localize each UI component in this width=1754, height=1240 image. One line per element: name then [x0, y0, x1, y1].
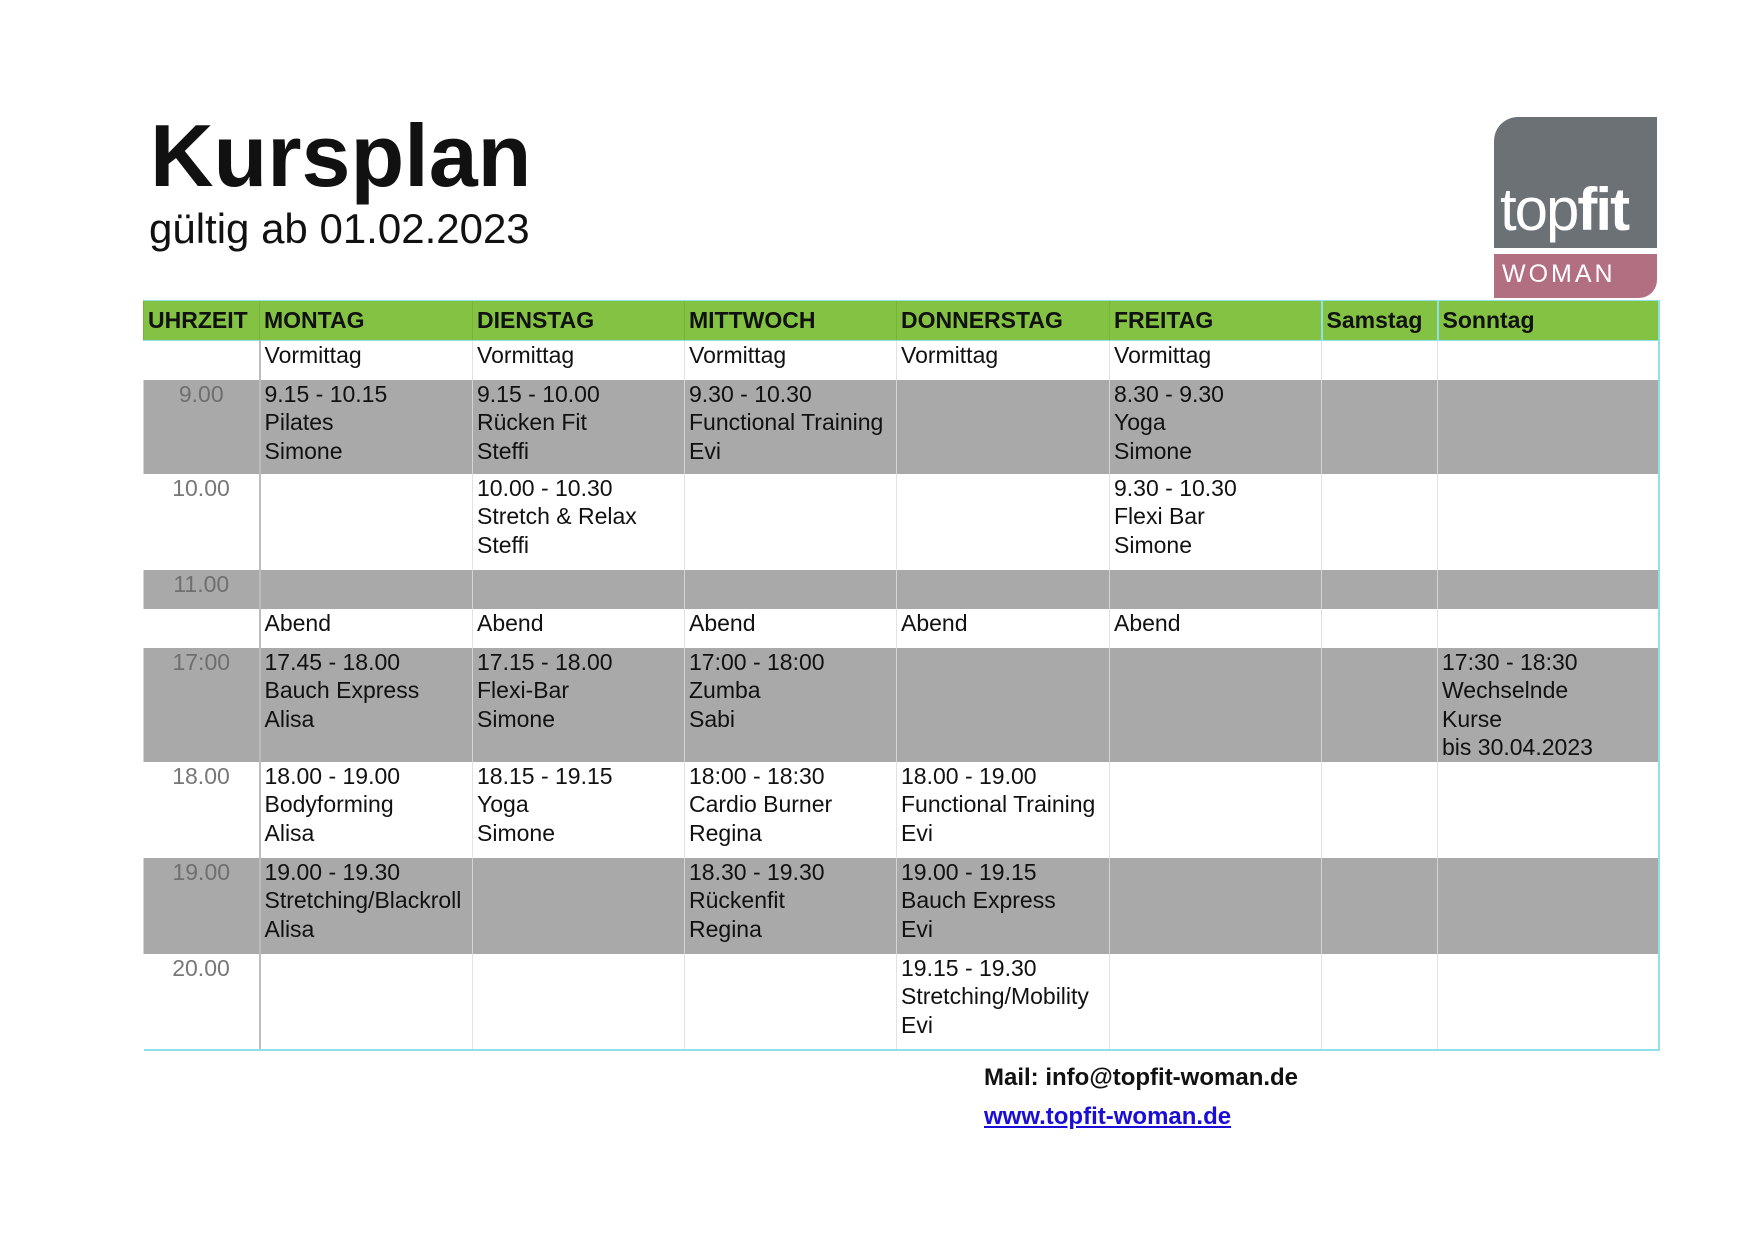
- course-cell: [1438, 570, 1659, 609]
- time-cell: 17:00: [144, 648, 260, 762]
- course-cell: [1438, 762, 1659, 858]
- column-header: MONTAG: [260, 301, 473, 341]
- column-header: DIENSTAG: [473, 301, 685, 341]
- course-cell: [1110, 762, 1322, 858]
- course-cell: [1322, 570, 1438, 609]
- course-line: Simone: [1114, 531, 1192, 558]
- course-line: Evi: [901, 819, 933, 846]
- course-line: 18.00 - 19.00: [264, 762, 401, 789]
- course-line: Vormittag: [477, 342, 575, 368]
- course-cell: [1322, 474, 1438, 570]
- column-header: Sonntag: [1438, 301, 1659, 341]
- course-line: bis 30.04.2023: [1442, 734, 1593, 760]
- website-link[interactable]: www.topfit-woman.de: [984, 1103, 1232, 1130]
- course-line: Evi: [901, 1011, 933, 1038]
- schedule-body: [144, 341, 1659, 1050]
- course-line: 17.45 - 18.00: [264, 648, 401, 675]
- course-cell: [260, 954, 473, 1050]
- course-cell: [473, 380, 685, 474]
- course-cell: [473, 474, 685, 570]
- valid-from-subtitle: gültig ab 01.02.2023: [149, 205, 530, 252]
- table-row: [144, 762, 1659, 858]
- course-cell: [685, 609, 897, 648]
- course-line: Evi: [901, 915, 933, 942]
- course-line: Cardio Burner: [689, 791, 833, 817]
- course-line: 8.30 - 9.30: [1114, 380, 1224, 407]
- table-row: [144, 570, 1659, 609]
- course-line: Zumba: [689, 677, 761, 703]
- course-line: Pilates: [264, 409, 334, 435]
- table-row: [144, 380, 1659, 474]
- time-cell: 18.00: [144, 762, 260, 858]
- course-line: Vormittag: [264, 342, 362, 368]
- time-cell: 19.00: [144, 858, 260, 954]
- time-cell: 9.00: [144, 380, 260, 474]
- course-cell: [685, 570, 897, 609]
- course-line: Abend: [1114, 609, 1181, 636]
- course-line: 17.15 - 18.00: [477, 648, 613, 675]
- course-cell: [260, 762, 473, 858]
- course-line: Abend: [264, 609, 332, 636]
- logo-bottom-panel: [1494, 254, 1657, 298]
- course-cell: [685, 648, 897, 762]
- logo-top-panel: [1494, 117, 1657, 248]
- course-cell: [473, 954, 685, 1050]
- course-line: Flexi-Bar: [477, 677, 570, 703]
- course-cell: [1322, 609, 1438, 648]
- column-header: DONNERSTAG: [897, 301, 1110, 341]
- course-line: Bauch Express: [264, 677, 420, 703]
- time-cell: [144, 609, 260, 648]
- course-line: Abend: [901, 609, 968, 636]
- course-line: 9.30 - 10.30: [1114, 474, 1237, 501]
- course-line: 18.00 - 19.00: [901, 762, 1037, 789]
- column-header: UHRZEIT: [144, 301, 260, 341]
- course-line: 9.15 - 10.00: [477, 380, 600, 407]
- course-line: 19.00 - 19.30: [264, 858, 401, 885]
- course-line: Sabi: [689, 705, 736, 732]
- course-cell: [897, 648, 1110, 762]
- course-cell: [1322, 762, 1438, 858]
- time-cell: 10.00: [144, 474, 260, 570]
- table-row: [144, 954, 1659, 1050]
- course-line: Regina: [689, 915, 762, 942]
- table-row: [144, 341, 1659, 380]
- course-line: 19.15 - 19.30: [901, 954, 1037, 981]
- table-row: [144, 609, 1659, 648]
- course-line: 19.00 - 19.15: [901, 858, 1037, 885]
- course-cell: [260, 380, 473, 474]
- course-cell: [1438, 858, 1659, 954]
- course-cell: [473, 858, 685, 954]
- course-cell: [685, 954, 897, 1050]
- course-line: Vormittag: [1114, 342, 1212, 368]
- course-cell: [260, 609, 473, 648]
- course-cell: [685, 341, 897, 380]
- course-line: Functional Training: [689, 409, 884, 435]
- course-line: Functional Training: [901, 791, 1096, 817]
- course-line: Rücken Fit: [477, 409, 587, 435]
- course-line: Abend: [477, 609, 544, 636]
- course-cell: [260, 858, 473, 954]
- course-cell: [1110, 954, 1322, 1050]
- course-line: Regina: [689, 819, 762, 846]
- table-row: [144, 474, 1659, 570]
- course-line: 17:30 - 18:30: [1442, 648, 1578, 675]
- table-row: [144, 858, 1659, 954]
- course-cell: [1438, 954, 1659, 1050]
- course-cell: [897, 858, 1110, 954]
- course-cell: [1438, 341, 1659, 380]
- course-cell: [897, 609, 1110, 648]
- course-cell: [897, 570, 1110, 609]
- course-line: Simone: [477, 819, 555, 846]
- column-header: Samstag: [1322, 301, 1438, 341]
- course-cell: [1438, 380, 1659, 474]
- course-cell: [685, 474, 897, 570]
- course-cell: [260, 648, 473, 762]
- logo-brand: [1500, 176, 1629, 243]
- schedule-table: [143, 300, 1660, 1051]
- logo-brand-bold: fit: [1577, 176, 1629, 243]
- course-cell: [685, 380, 897, 474]
- course-cell: [1322, 380, 1438, 474]
- course-cell: [473, 570, 685, 609]
- course-cell: [260, 341, 473, 380]
- mail-contact: Mail: info@topfit-woman.de: [984, 1064, 1299, 1091]
- course-cell: [1322, 648, 1438, 762]
- logo-sub: WOMAN: [1502, 260, 1616, 288]
- topfit-woman-logo: [1494, 117, 1657, 298]
- course-line: Abend: [689, 609, 756, 636]
- course-line: Steffi: [477, 437, 529, 464]
- course-cell: [1110, 380, 1322, 474]
- course-line: Simone: [1114, 437, 1192, 464]
- course-line: Steffi: [477, 531, 529, 558]
- course-cell: [897, 954, 1110, 1050]
- course-cell: [473, 341, 685, 380]
- course-cell: [1322, 341, 1438, 380]
- course-line: Stretching/Mobility: [901, 983, 1089, 1009]
- course-line: Flexi Bar: [1114, 503, 1205, 529]
- course-line: 18.15 - 19.15: [477, 762, 613, 789]
- course-line: Stretching/Blackroll: [264, 887, 462, 913]
- time-cell: 20.00: [144, 954, 260, 1050]
- course-cell: [473, 648, 685, 762]
- course-line: 17:00 - 18:00: [689, 648, 825, 675]
- course-cell: [1438, 474, 1659, 570]
- course-line: 18.30 - 19.30: [689, 858, 825, 885]
- course-cell: [897, 762, 1110, 858]
- course-line: Kurse: [1442, 705, 1503, 732]
- course-line: Yoga: [477, 791, 529, 817]
- column-header: FREITAG: [1110, 301, 1322, 341]
- course-line: Stretch & Relax: [477, 503, 637, 529]
- course-cell: [1322, 858, 1438, 954]
- course-line: Wechselnde: [1442, 677, 1569, 703]
- course-line: 18:00 - 18:30: [689, 762, 825, 789]
- course-cell: [1438, 648, 1659, 762]
- course-line: Vormittag: [689, 342, 787, 368]
- course-cell: [1110, 474, 1322, 570]
- course-cell: [1322, 954, 1438, 1050]
- course-cell: [1110, 341, 1322, 380]
- course-cell: [897, 474, 1110, 570]
- course-line: Bodyforming: [264, 791, 394, 817]
- table-row: [144, 648, 1659, 762]
- logo-brand-light: top: [1500, 176, 1578, 243]
- page-title: Kursplan: [150, 106, 532, 205]
- course-line: Yoga: [1114, 409, 1166, 435]
- course-cell: [1110, 648, 1322, 762]
- course-cell: [260, 570, 473, 609]
- course-cell: [897, 341, 1110, 380]
- column-header: MITTWOCH: [685, 301, 897, 341]
- course-line: 9.30 - 10.30: [689, 380, 812, 407]
- course-cell: [685, 762, 897, 858]
- course-cell: [1438, 609, 1659, 648]
- table-header-row: [144, 301, 1659, 341]
- course-cell: [897, 380, 1110, 474]
- course-line: Simone: [264, 437, 343, 464]
- course-line: 9.15 - 10.15: [264, 380, 388, 407]
- course-line: Bauch Express: [901, 887, 1056, 913]
- time-cell: [144, 341, 260, 380]
- time-cell: 11.00: [144, 570, 260, 609]
- course-cell: [473, 762, 685, 858]
- course-line: Alisa: [264, 819, 315, 846]
- course-line: Rückenfit: [689, 887, 785, 913]
- course-line: Evi: [689, 437, 721, 464]
- course-line: Vormittag: [901, 342, 999, 368]
- course-cell: [473, 609, 685, 648]
- course-cell: [1110, 609, 1322, 648]
- course-cell: [1110, 858, 1322, 954]
- course-line: Alisa: [264, 915, 315, 942]
- course-line: Simone: [477, 705, 555, 732]
- course-line: Alisa: [264, 705, 315, 732]
- course-line: 10.00 - 10.30: [477, 474, 613, 501]
- course-cell: [1110, 570, 1322, 609]
- course-cell: [685, 858, 897, 954]
- course-cell: [260, 474, 473, 570]
